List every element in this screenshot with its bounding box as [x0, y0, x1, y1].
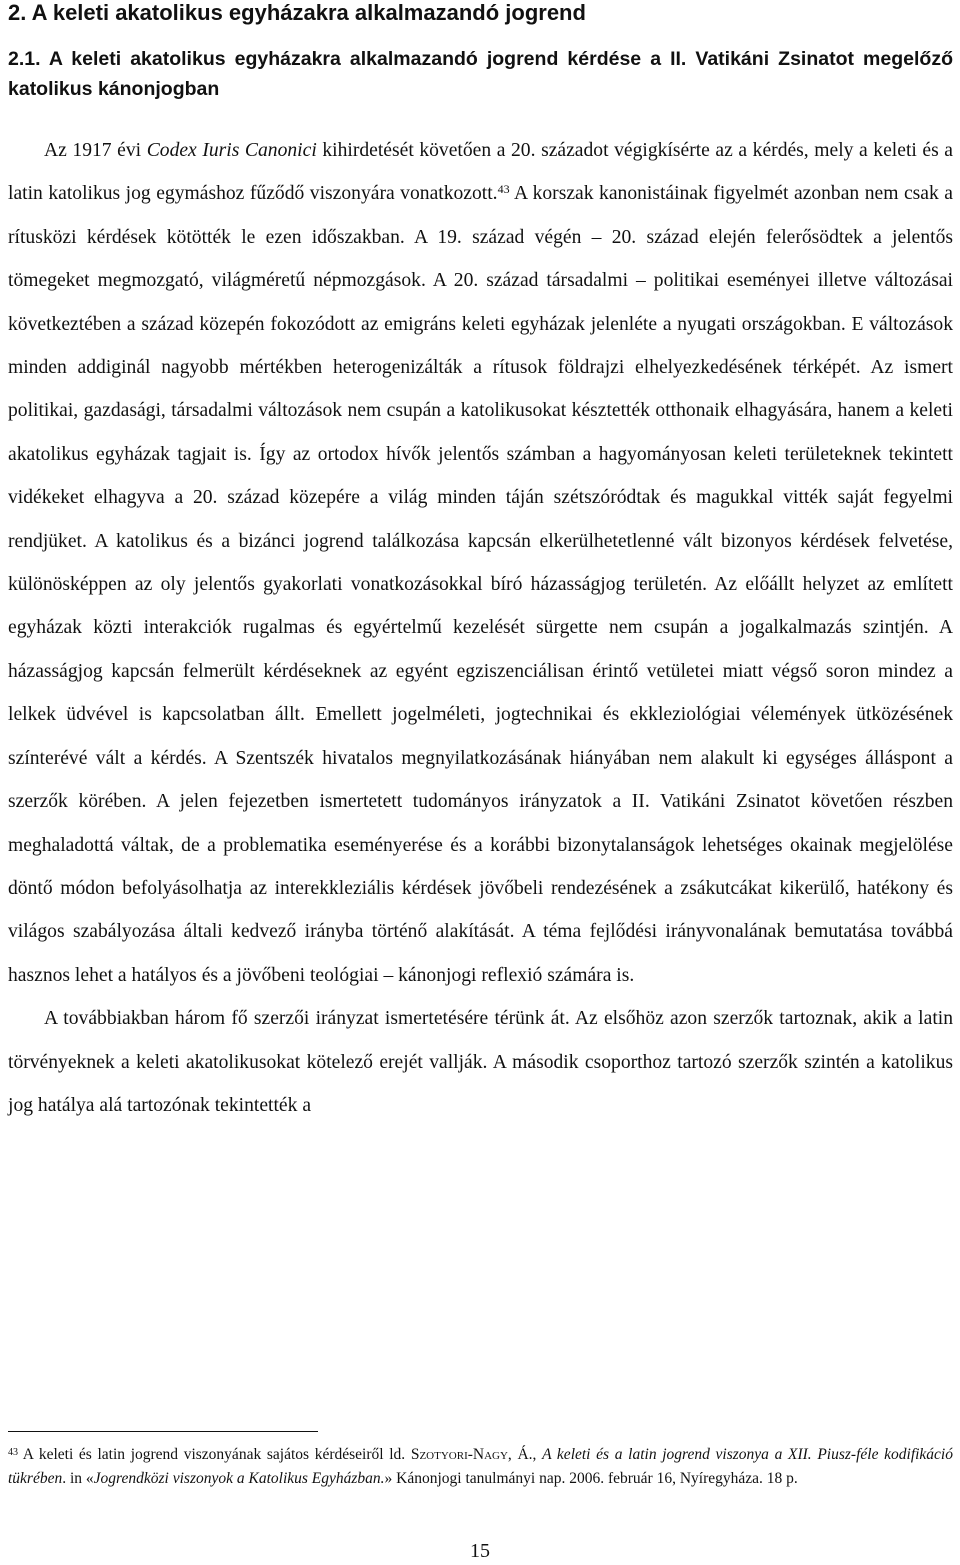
footnote-reference[interactable]: 43	[497, 182, 510, 197]
footnote-separator	[8, 1431, 318, 1432]
body-text	[8, 129, 953, 1127]
footnote	[8, 1443, 953, 1491]
paragraph-1	[8, 129, 953, 997]
paragraph-2: A továbbiakban három fő szerzői irányzat ismertetésére térünk át. Az elsőhöz azon szerzők tartoznak, akik a latin törvényeknek a keleti akatolikusokat kötelező erejét vallják. A második csoporthoz tartozó szerzők szintén a katolikus jog hatálya alá tartozónak tekintették a	[8, 1008, 953, 1116]
footnote-work-title: A keleti és a latin jogrend viszonya a XII. Piusz-féle kodifikáció tükrében	[8, 1446, 953, 1487]
footnote-source-title: Jogrendközi viszonyok a Katolikus Egyházban.	[93, 1470, 385, 1487]
section-heading: 2. A keleti akatolikus egyházakra alkalmazandó jogrend	[8, 0, 586, 25]
paragraph-1-rest: A korszak kanonistáinak figyelmét azonban nem csak a rítusközi kérdések kötötték le ezen időszakban. A 19. század végén – 20. század elején felerősödtek a jelentős tömegeket megmozgató, világméretű népmozgások. A 20. század társadalmi – politikai eseményei illetve változásai következtében a század közepén fokozódott az emigráns keleti egyházak jelenléte a nyugati országokban. E változások minden addiginál nagyobb mértékben heterogenizálták a rítusok földrajzi elhelyezkedésének térképét. Az ismert politikai, gazdasági, társadalmi változások nem csupán a katolikusokat késztették otthonaik elhagyására, hanem a keleti akatolikus egyházak tagjait is. Így az ortodox hívők jelentős számban a hagyományosan keleti területeknek tekintett vidékeket elhagyva a 20. század közepére a világ minden táján szétszóródtak és magukkal vitték saját fegyelmi rendjüket. A katolikus és a bizánci jogrend találkozása kapcsán elkerülhetetlenné vált bizonyos kérdések felvetése, különösképpen az oly jelentős gyakorlati vonatkozásokkal bíró házasságjog területén. Az előállt helyzet az említett egyházak közti interakciók rugalmas és egyértelmű kezelését sürgette nem csupán a jogalkalmazás szintjén. A házasságjog kapcsán felmerült kérdéseknek az egyént egziszenciálisan érintő vetületei miatt végső soron mindez a lelkek üdvével is kapcsolatban állt. Emellett jogelméleti, jogtechnikai és ekkleziológiai vélemények ütközésének színterévé vált a kérdés. A Szentszék hivatalos megnyilatkozásának hiányában nem alakult ki egységes álláspont a szerzők körében. A jelen fejezetben ismertetett tudományos irányzatok a II. Vatikáni Zsinatot követően részben meghaladottá váltak, de a problematika eseményerése és a korábbi bizonytalanságok lehetséges okainak megjelölése döntő módon befolyásolhatja az interekkleziális kérdések jövőbeli rendezésének a zsákutcákat kikerülő, hatékony és világos szabályozása általi kedvező irányba történő alakítását. A téma fejlődési irányvonalának bemutatása továbbá hasznos lehet a hatályos és a jövőbeni teológiai – kánonjogi reflexió számára is.	[8, 183, 953, 986]
codex-title: Codex Iuris Canonici	[146, 140, 317, 161]
footnote-number: 43	[8, 1447, 18, 1458]
page-number: 15	[470, 1540, 490, 1562]
paragraph-1-sentence: kihirdetését követően a 20. századot végigkísérte az a kérdés, mely a keleti és a latin katolikus jog egymáshoz fűződő viszonyára vonatkozott.	[8, 140, 953, 205]
subsection-heading: 2.1. A keleti akatolikus egyházakra alkalmazandó jogrend kérdése a II. Vatikáni Zsinatot megelőző katolikus kánonjogban	[8, 48, 953, 100]
paragraph-1-start: Az 1917 évi	[44, 140, 147, 161]
footnote-text-4: » Kánonjogi tanulmányi nap. 2006. február 16, Nyíregyháza. 18 p.	[384, 1470, 798, 1487]
footnote-text-1: A keleti és latin jogrend viszonyának sajátos kérdéseiről ld.	[18, 1446, 411, 1463]
footnote-text-2: ,	[532, 1446, 543, 1463]
footnote-author: Szotyori-Nagy, Á.	[410, 1446, 533, 1463]
footnote-text-3: . in «	[62, 1470, 94, 1487]
